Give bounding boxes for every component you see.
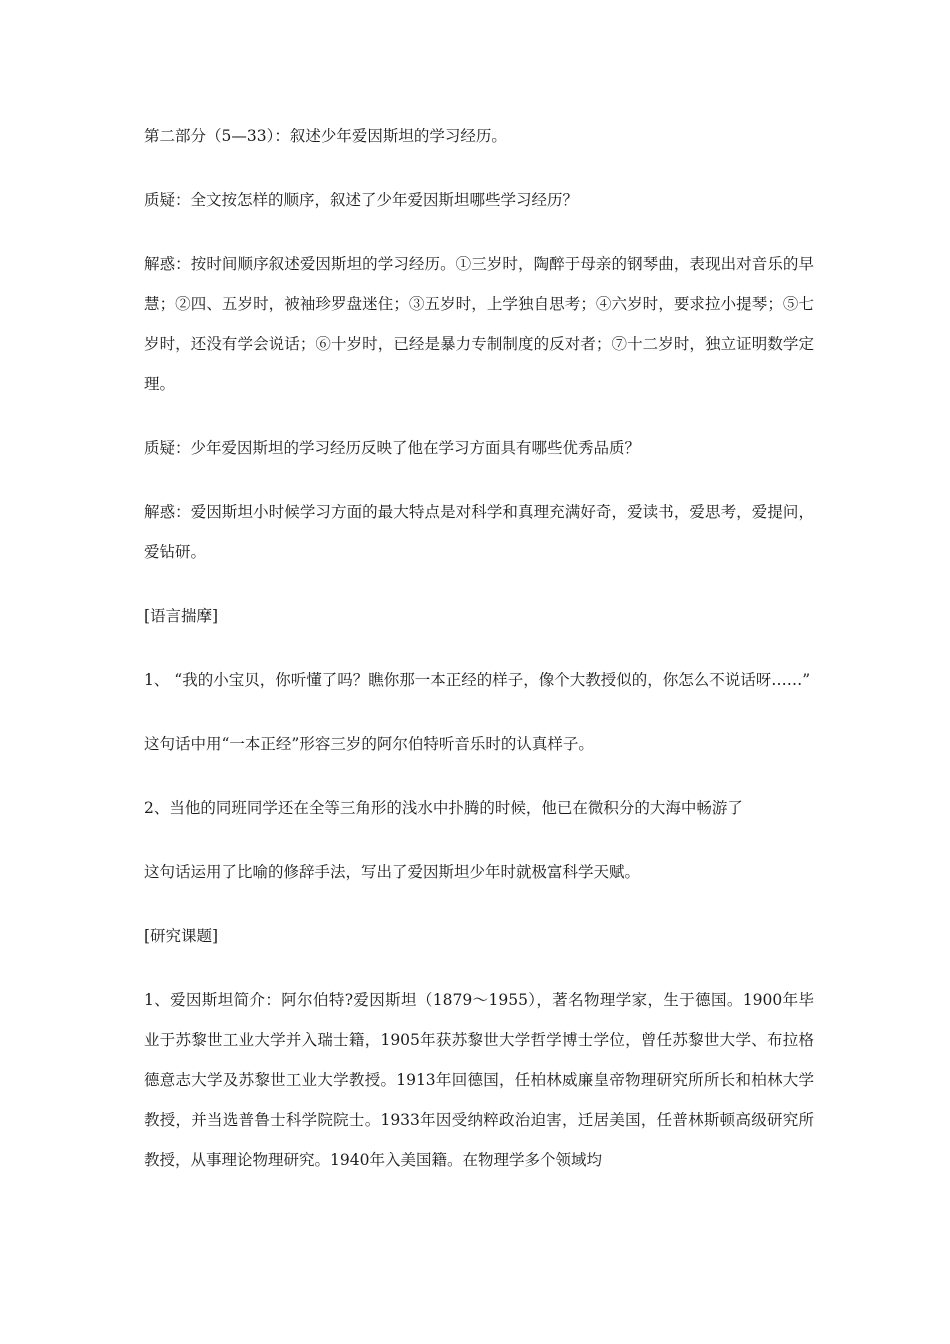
subsection-heading: [语言揣摩] [144,607,219,625]
subsection-heading: [研究课题] [144,927,219,945]
bio-paragraph: 1、爱因斯坦简介：阿尔伯特?爱因斯坦（1879～1955），著名物理学家，生于德国。1900年毕业于苏黎世工业大学并入瑞士籍，1905年获苏黎世大学哲学博士学位，曾任苏黎世大学、布拉格德意志大学及苏黎世工业大学教授。1913年回德国，任柏林威廉皇帝物理研究所所长和柏林大学教授，并当选普鲁士科学院院士。1933年因受纳粹政治迫害，迁居美国，任普林斯顿高级研究所教授，从事理论物理研究。1940年入美国籍。在物理学多个领域均 [144,991,814,1169]
document-body [144,116,814,1204]
question-paragraph: 质疑：全文按怎样的顺序，叙述了少年爱因斯坦哪些学习经历？ [144,191,579,209]
section-heading: 第二部分（5—33）：叙述少年爱因斯坦的学习经历。 [144,127,507,145]
analysis-paragraph: 这句话中用“一本正经”形容三岁的阿尔伯特听音乐时的认真样子。 [144,735,594,753]
question-paragraph: 质疑：少年爱因斯坦的学习经历反映了他在学习方面具有哪些优秀品质？ [144,439,641,457]
quote-paragraph: 1、 “我的小宝贝，你听懂了吗？瞧你那一本正经的样子，像个大教授似的，你怎么不说话呀……” [144,671,811,689]
answer-paragraph: 解惑：爱因斯坦小时候学习方面的最大特点是对科学和真理充满好奇，爱读书，爱思考，爱提问，爱钻研。 [144,503,814,561]
quote-paragraph: 2、当他的同班同学还在全等三角形的浅水中扑腾的时候，他已在微积分的大海中畅游了 [144,799,743,817]
answer-paragraph: 解惑：按时间顺序叙述爱因斯坦的学习经历。①三岁时，陶醉于母亲的钢琴曲，表现出对音乐的早慧；②四、五岁时，被袖珍罗盘迷住；③五岁时，上学独自思考；④六岁时，要求拉小提琴；⑤七岁时，还没有学会说话；⑥十岁时，已经是暴力专制制度的反对者；⑦十二岁时，独立证明数学定理。 [144,255,814,393]
analysis-paragraph: 这句话运用了比喻的修辞手法，写出了爱因斯坦少年时就极富科学天赋。 [144,863,641,881]
